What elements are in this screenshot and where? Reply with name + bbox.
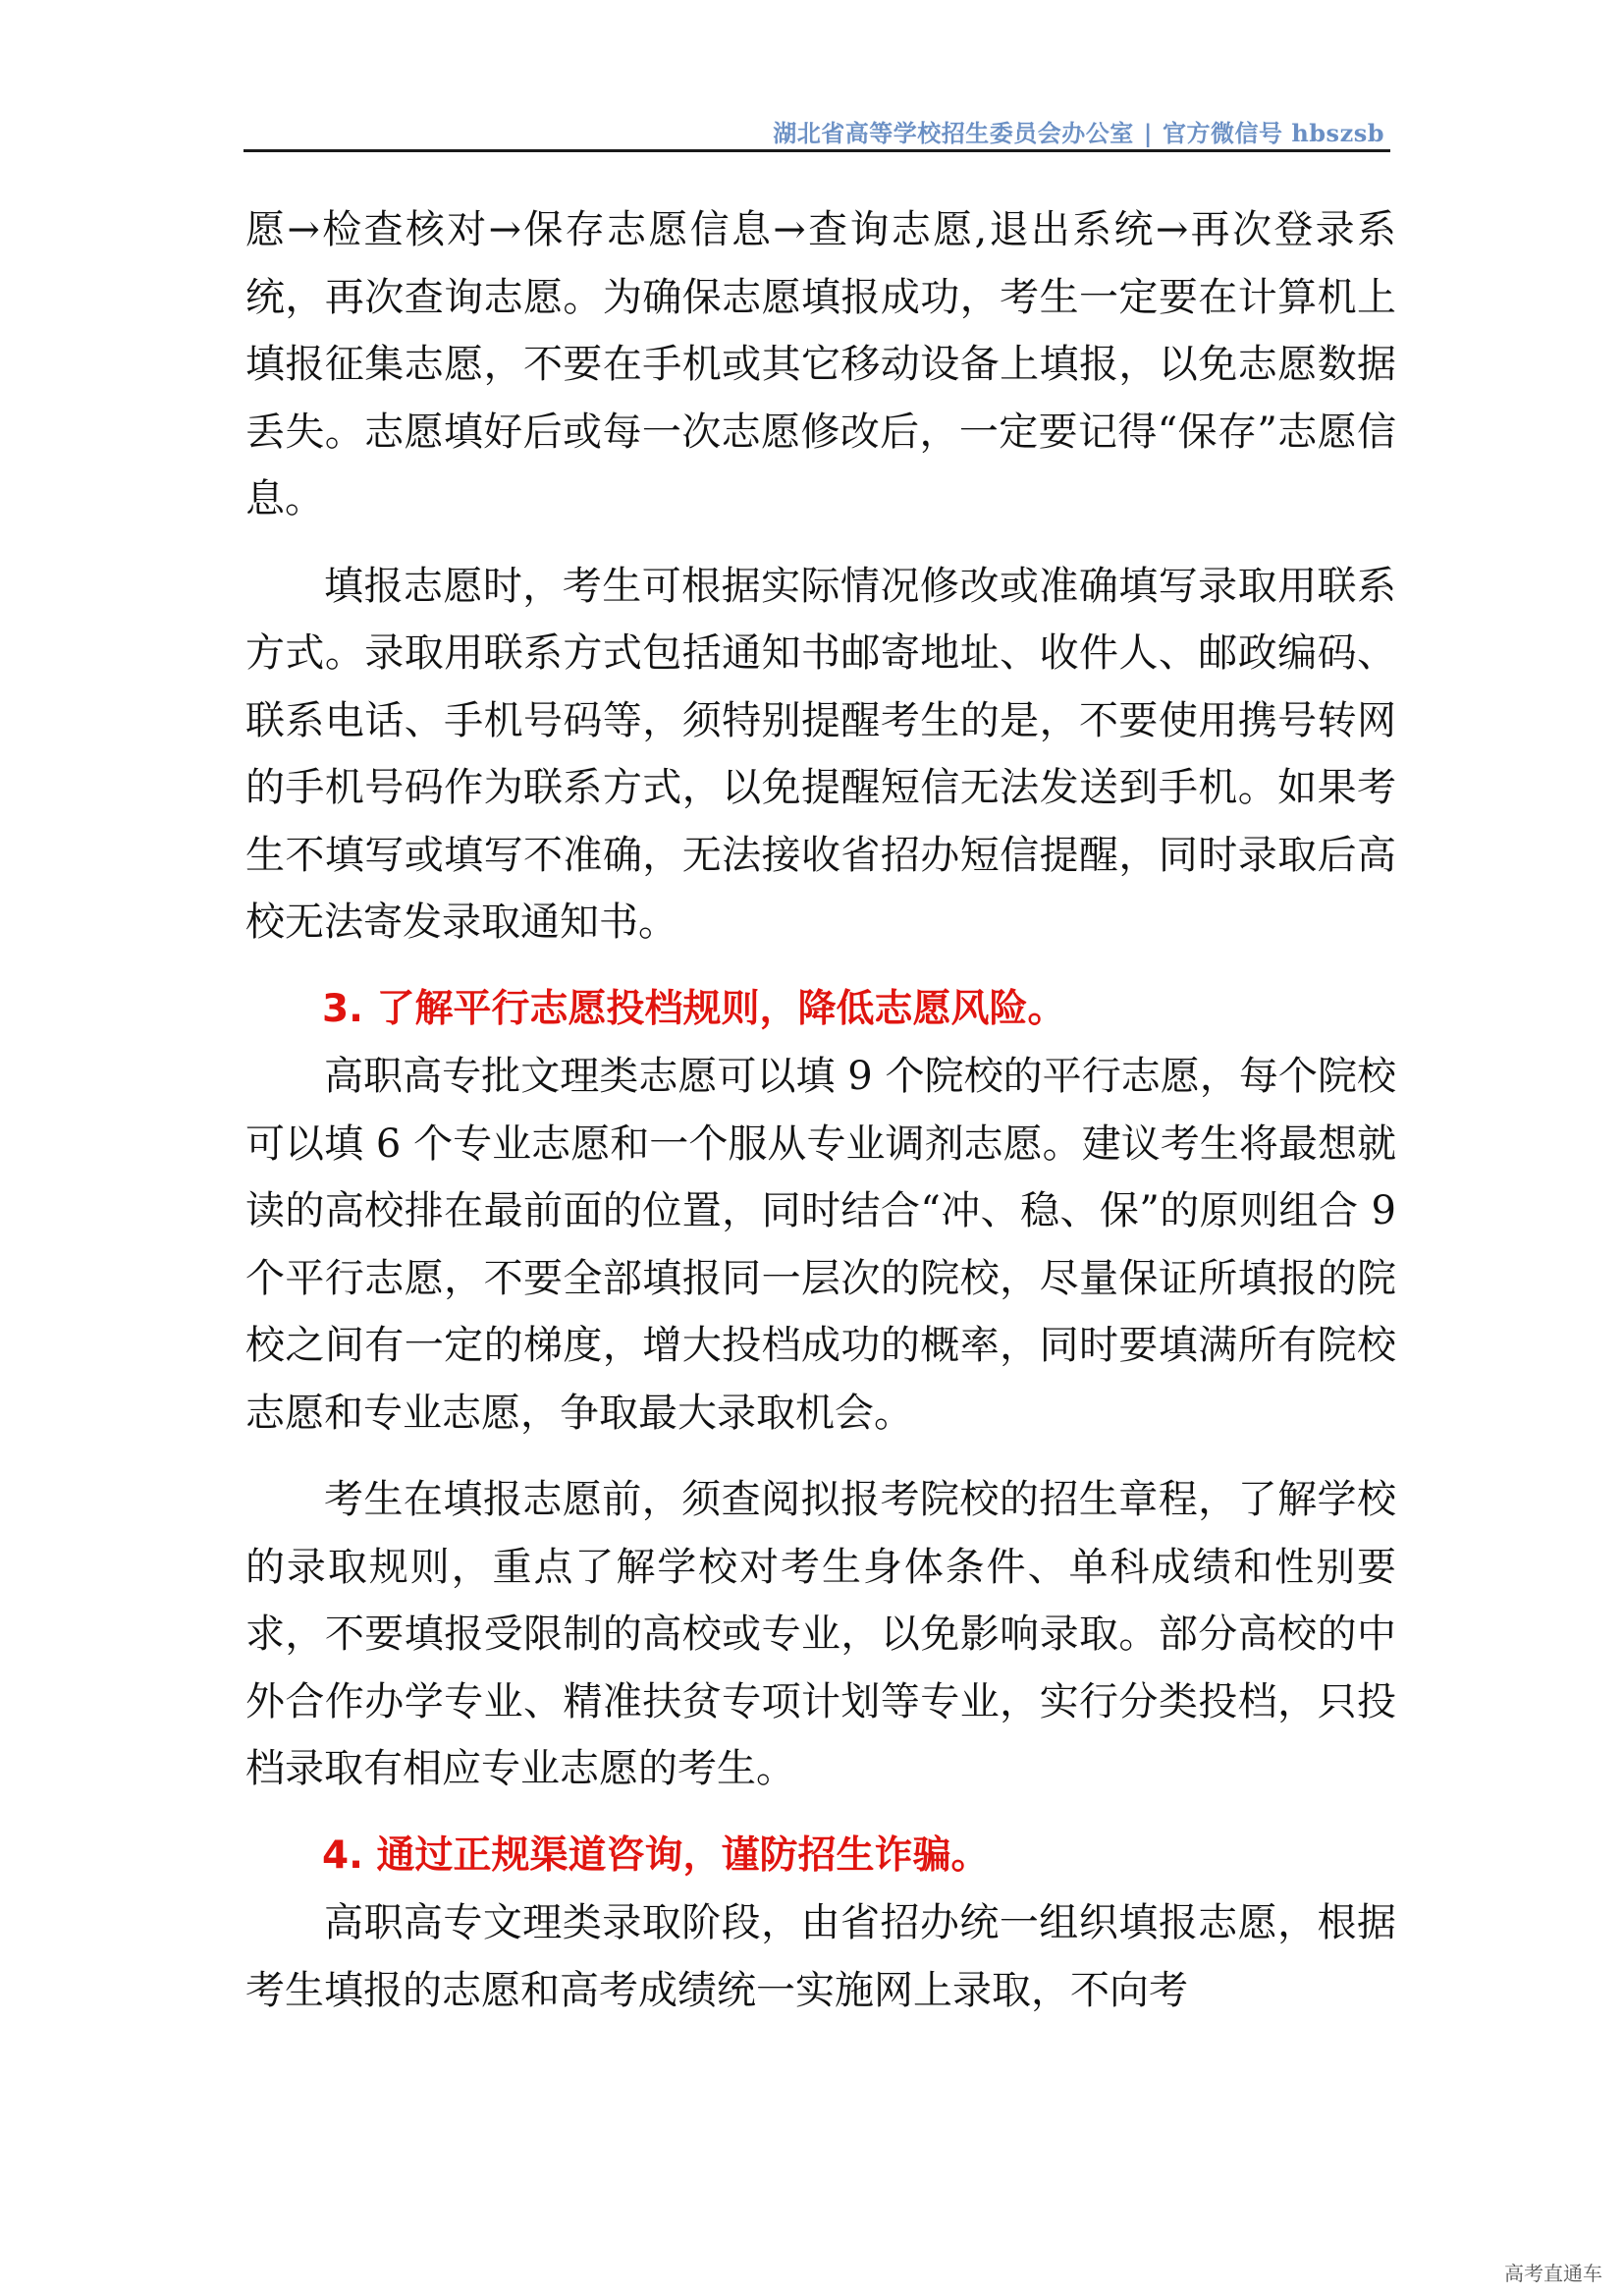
header-separator: | — [1143, 119, 1153, 147]
paragraph-3: 高职高专批文理类志愿可以填 9 个院校的平行志愿，每个院校可以填 6 个专业志愿和一个服从专业调剂志愿。建议考生将最想就读的高校排在最前面的位置，同时结合“冲、稳、保”的原则组合 9 个平行志愿，不要全部填报同一层次的院校，尽量保证所填报的院校之间有一定的梯度，增大投档成功的概率，同时要填满所有院校志愿和专业志愿，争取最大录取机会。 — [245, 1054, 1396, 1436]
section-heading-4: 4. 通过正规渠道咨询，谨防招生诈骗。 — [322, 1832, 990, 1878]
watermark: 高考直通车 — [1504, 2262, 1602, 2285]
section-heading-3: 3. 了解平行志愿投档规则，降低志愿风险。 — [322, 986, 1066, 1031]
paragraph-5: 高职高专文理类录取阶段，由省招办统一组织填报志愿，根据考生填报的志愿和高考成绩统一实施网上录取，不向考 — [245, 1900, 1396, 2013]
paragraph-4: 考生在填报志愿前，须查阅拟报考院校的招生章程，了解学校的录取规则，重点了解学校对考生身体条件、单科成绩和性别要求，不要填报受限制的高校或专业，以免影响录取。部分高校的中外合作办学专业、精准扶贫专项计划等专业，实行分类投档，只投档录取有相应专业志愿的考生。 — [245, 1477, 1396, 1791]
header-office: 湖北省高等学校招生委员会办公室 — [773, 119, 1134, 147]
page-header — [244, 110, 1390, 152]
header-caption — [773, 114, 1384, 148]
paragraph-1: 愿→检查核对→保存志愿信息→查询志愿,退出系统→再次登录系统，再次查询志愿。为确保志愿填报成功，考生一定要在计算机上填报征集志愿，不要在手机或其它移动设备上填报，以免志愿数据丢失。志愿填好后或每一次志愿修改后，一定要记得“保存”志愿信息。 — [245, 207, 1396, 521]
paragraph-2: 填报志愿时，考生可根据实际情况修改或准确填写录取用联系方式。录取用联系方式包括通知书邮寄地址、收件人、邮政编码、联系电话、手机号码等，须特别提醒考生的是，不要使用携号转网的手机号码作为联系方式，以免提醒短信无法发送到手机。如果考生不填写或填写不准确，无法接收省招办短信提醒，同时录取后高校无法寄发录取通知书。 — [245, 563, 1396, 945]
header-wechat: 官方微信号 hbszsb — [1162, 119, 1384, 147]
document-body — [245, 196, 1396, 2044]
